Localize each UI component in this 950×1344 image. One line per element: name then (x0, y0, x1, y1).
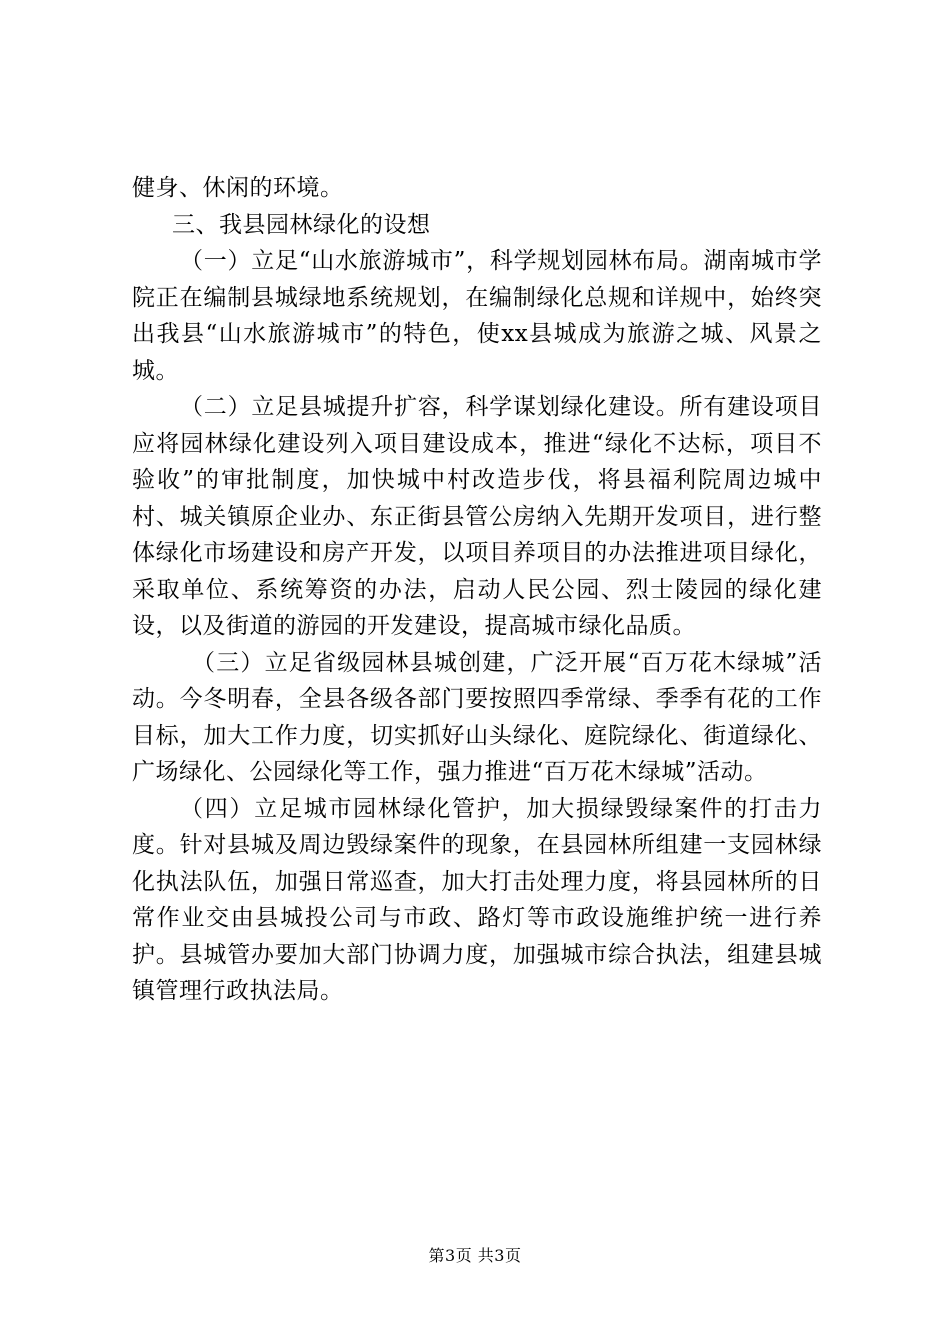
paragraph-continuation: 健身、休闲的环境。 (132, 175, 344, 201)
paragraph-item-3: （三）立足省级园林县城创建，广泛开展“百万花木绿城”活动。今冬明春，全县各级各部门要按照四季常绿、季季有花的工作目标，加大工作力度，切实抓好山头绿化、庭院绿化、街道绿化、广场绿化、公园绿化等工作，强力推进“百万花木绿城”活动。 (132, 649, 822, 785)
document-body (132, 170, 822, 1010)
section-heading: 三、我县园林绿化的设想 (172, 211, 431, 238)
page-footer: 第3页 共3页 (428, 1246, 522, 1265)
paragraph-item-1: （一）立足“山水旅游城市”，科学规划园林布局。湖南城市学院正在编制县城绿地系统规划，在编制绿化总规和详规中，始终突出我县“山水旅游城市”的特色，使xx县城成为旅游之城、风景之城。 (132, 248, 822, 384)
paragraph-item-4: （四）立足城市园林绿化管护，加大损绿毁绿案件的打击力度。针对县城及周边毁绿案件的现象，在县园林所组建一支园林绿化执法队伍，加强日常巡查，加大打击处理力度，将县园林所的日常作业交由县城投公司与市政、路灯等市政设施维护统一进行养护。县城管办要加大部门协调力度，加强城市综合执法，组建县城镇管理行政执法局。 (132, 795, 822, 1004)
paragraph-item-2: （二）立足县城提升扩容，科学谋划绿化建设。所有建设项目应将园林绿化建设列入项目建设成本，推进“绿化不达标，项目不验收”的审批制度，加快城中村改造步伐，将县福利院周边城中村、城关镇原企业办、东正街县管公房纳入先期开发项目，进行整体绿化市场建设和房产开发，以项目养项目的办法推进项目绿化，采取单位、系统筹资的办法，启动人民公园、烈士陵园的绿化建设，以及街道的游园的开发建设，提高城市绿化品质。 (132, 394, 822, 639)
